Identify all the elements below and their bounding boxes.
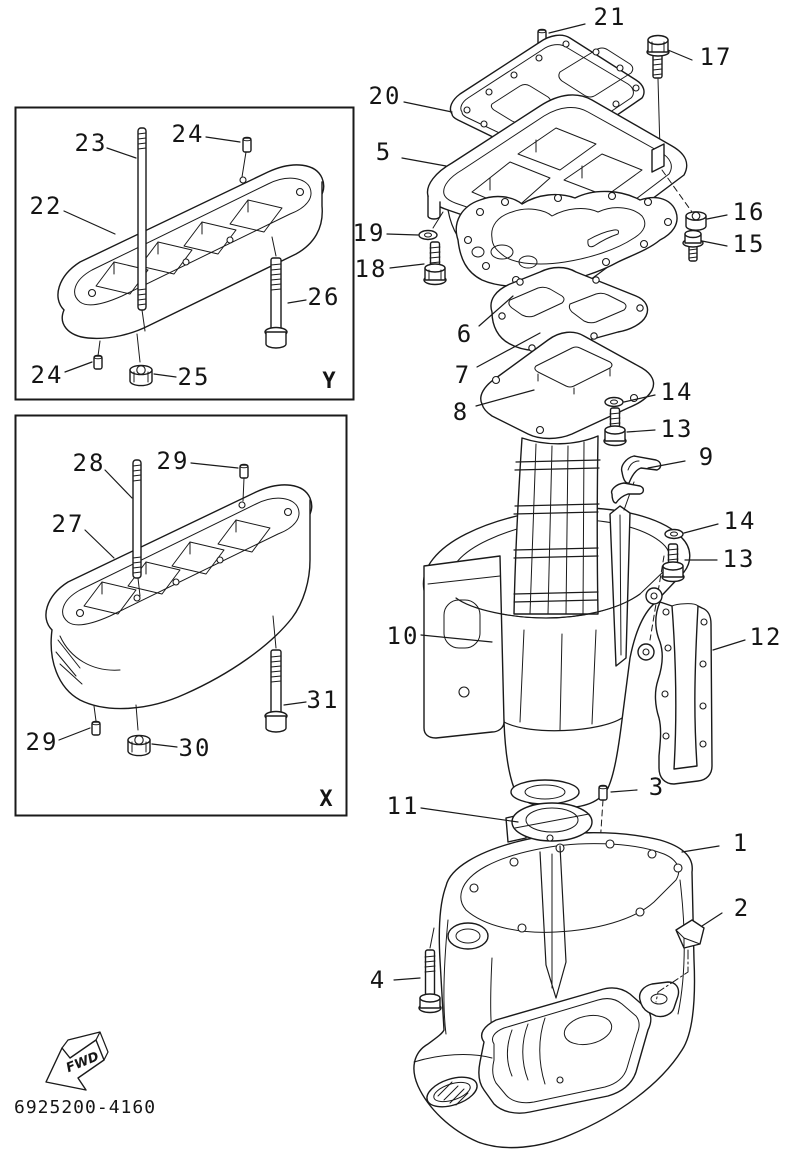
callout-3: 3 [648, 773, 666, 801]
callout-30: 30 [178, 734, 212, 762]
callout-16: 16 [732, 198, 766, 226]
part-code: 6925200-4160 [14, 1097, 157, 1118]
callout-31: 31 [306, 686, 340, 714]
callout-27: 27 [51, 510, 85, 538]
callout-28: 28 [72, 449, 106, 477]
callout-23: 23 [74, 129, 108, 157]
view-label-x: X [319, 787, 333, 812]
callout-4: 4 [369, 966, 387, 994]
washer-14b [665, 530, 683, 539]
callout-1: 1 [732, 829, 750, 857]
callout-8: 8 [452, 398, 470, 426]
callout-10: 10 [386, 622, 420, 650]
callout-20: 20 [368, 82, 402, 110]
washer-14a [605, 398, 623, 407]
fwd-label: FWD [64, 1049, 102, 1077]
callout-18: 18 [354, 255, 388, 283]
stud-23 [138, 128, 146, 331]
view-label-y: Y [322, 369, 336, 394]
callout-5: 5 [375, 138, 393, 166]
stud-28 [133, 460, 141, 596]
callout-13b: 13 [722, 545, 756, 573]
callout-12: 12 [749, 623, 783, 651]
callout-22: 22 [29, 192, 63, 220]
callout-14b: 14 [723, 507, 757, 535]
callout-29-bottom: 29 [25, 728, 59, 756]
callout-29-top: 29 [156, 447, 190, 475]
callout-15: 15 [732, 230, 766, 258]
callout-21: 21 [593, 3, 627, 31]
callout-24-top: 24 [171, 120, 205, 148]
callout-7: 7 [454, 361, 472, 389]
callout-11: 11 [386, 792, 420, 820]
callout-17: 17 [699, 43, 733, 71]
callout-13a: 13 [660, 415, 694, 443]
callout-26: 26 [307, 283, 341, 311]
callout-14a: 14 [660, 378, 694, 406]
callout-25: 25 [177, 363, 211, 391]
callout-6: 6 [456, 320, 474, 348]
callout-19: 19 [352, 219, 386, 247]
callout-9: 9 [698, 443, 716, 471]
callout-24-bottom: 24 [30, 361, 64, 389]
callout-2: 2 [733, 894, 751, 922]
